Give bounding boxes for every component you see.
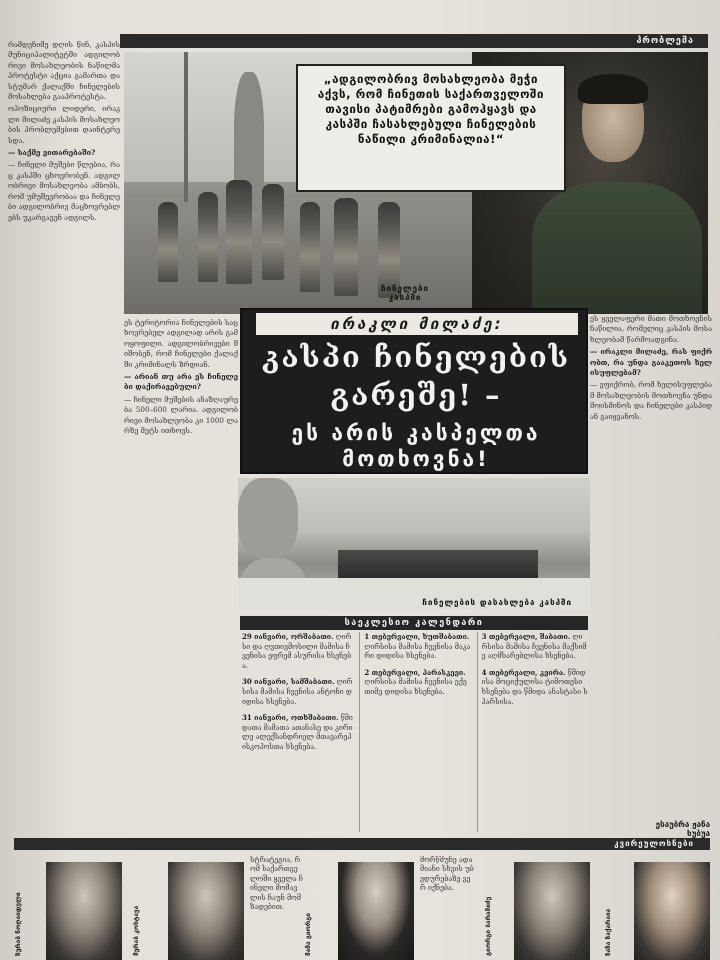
headline-subtitle: ეს არის კასპელთა მოთხოვნა!: [291, 421, 541, 471]
quote-name: ზაზა ზაქარაია: [604, 908, 612, 956]
calendar-header: საეკლესიო კალენდარი: [240, 616, 588, 630]
photo-person: [300, 202, 320, 292]
middle-paragraph: — ჩინელი მუშების ანაზღაურება 500–600 ლარია. ადგილობრივი მოსახლეობა კი 1000 ლარზე მეტს ითხოვს.: [124, 394, 238, 436]
calendar-text: ღირსისა მამისა ჩვენისა ექვთიმე დიდისა ხსენება.: [364, 678, 467, 696]
quote-portrait: [514, 862, 590, 960]
quote-portrait: [338, 862, 414, 960]
headline-author: ირაკლი მილაძე:: [256, 313, 578, 335]
left-question: — საქმე ვითარებაში?: [8, 148, 96, 158]
calendar-date: 2 თებერვალი, პარასკევი.: [364, 667, 466, 677]
photo-tree: [238, 478, 298, 558]
right-article-column: [590, 314, 712, 834]
left-article-column: [8, 40, 120, 820]
headline-line-2: გარეშე! –: [330, 378, 502, 412]
quote-text: მორწმუნე ადამიანი სხვის უბედურებაზე ვერ იქნება.: [420, 856, 474, 893]
calendar-text: ღირსისა მამისა ჩვენისა მაქსიმე აღმსარებლისა ხსენება.: [481, 633, 587, 661]
right-paragraph: — ვფიქრობ, რომ ხელისუფლებამ მოსახლეობის მოთხოვნა უნდა მოისმინოს და ჩინელები კასპიდან გაიყვანოს.: [590, 380, 712, 421]
quote-card: [110, 852, 303, 960]
photo-person: [226, 180, 252, 284]
photo-person: [158, 202, 178, 282]
quotes-row: [14, 852, 710, 960]
left-paragraph: რამდენიმე დღის წინ, კასპის მუნიციპალიტეტში ადგილობრივი მოსახლეობის ნაწილმა პროტესტი აქცია გამართა და სტუმარ ქალაქში ჩინელების მოსახლება გააპროტესტა.: [8, 40, 120, 102]
settlement-photo-caption: ჩინელების დასახლება კასპში: [422, 598, 572, 607]
calendar-text: ღირსი და ღვთივმოსილი მამისა ჩვენისა ეფრემ ასურისა ხსენება.: [242, 633, 352, 670]
quote-name: მერაბ კოსტავა: [132, 905, 140, 956]
photo-pole: [184, 52, 188, 202]
calendar-entry: [242, 677, 353, 707]
middle-question: — არიან თუ არა ეს ჩინელები დაქირავებული?: [124, 372, 238, 392]
left-paragraph: — ჩინელი მუშები წლებია, რაც კასპში ცხოვრობენ. ადგილობრივი მოსახლეობა ამბობს, რომ უმუშევრობაა და ჩინელები ადგილობრივ მაცხოვრებლებს უკარგავენ ადგილს.: [8, 160, 120, 222]
bottom-section-label: კვირეულოსნები: [614, 839, 694, 848]
calendar-column: [242, 632, 353, 832]
calendar-text: წმიდათა მამათა ათანასე და კირილე ალექსანდრიელ მთავარეპისკოპოსთა ხსენება.: [242, 714, 353, 751]
calendar-entry: [242, 632, 353, 671]
headline-line-1: კასპი ჩინელების: [261, 340, 571, 374]
quote-name: გიორგი ბარამიძე: [484, 896, 492, 956]
section-header-bar: [120, 34, 708, 48]
right-paragraph: ეს ყველაფერი მათი მოთხოვნის ნაწილია, რომელიც კასპის მოსახლეობამ წარმოადგინა.: [590, 314, 712, 344]
calendar-date: 31 იანვარი, ოთხშაბათი.: [242, 713, 339, 723]
photo-person: [198, 192, 218, 282]
middle-article-column: [124, 318, 238, 818]
quote-name: ზურაბ ნოღაიდელი: [14, 892, 22, 956]
calendar-date: 1 თებერვალი, ხუთშაბათი.: [364, 632, 470, 641]
calendar-column: [359, 632, 470, 832]
quote-card: [484, 852, 604, 960]
calendar-grid: [242, 632, 588, 832]
headline-main: [248, 338, 584, 414]
author-signature: ესაუბრა ჟანა ხუბუა: [655, 820, 710, 838]
calendar-text: ღირსისა მამისა ჩვენისა ანტონი დიდისა ხსენება.: [242, 678, 353, 706]
calendar-date: 29 იანვარი, ორშაბათი.: [242, 632, 334, 641]
quote-portrait: [634, 862, 710, 960]
section-label: პრობლემა: [636, 36, 694, 46]
quote-text: სტრატეგია, რომ საქართველოში ყველა ჩინელი მომავლის ჩაუნ მომზადებით.: [250, 856, 303, 912]
left-paragraph: ოპოზიციური ლიდერი, ირაკლი მილაძე კასპის მოსახლეობის პრობლემებით დაინტერესდა.: [8, 104, 120, 145]
quote-name: მამა გიორგი: [304, 913, 312, 956]
quote-card: [304, 852, 474, 960]
calendar-text: წმიდისა მოციქულისა ტიმოთესი ხსენება და წმიდა ანასტასი სპარსისა.: [481, 668, 588, 706]
headline-block: [240, 308, 588, 474]
quote-portrait: [168, 862, 244, 960]
portrait-body: [532, 182, 702, 314]
portrait-hair: [578, 74, 648, 104]
calendar-entry: [482, 668, 588, 707]
pull-quote: „ადგილობრივ მოსახლეობა მეჭი აქვს, რომ ჩინეთის საქართველოში თავისი პატიმრები გამოჰყავს და კასპში ჩასახლებული ჩინელების ნაწილი კრიმინალია!“: [296, 64, 566, 192]
calendar-entry: [364, 632, 470, 662]
bottom-section-bar: [14, 838, 710, 850]
quote-card: [604, 852, 710, 960]
right-question: — ირაკლი მილაძე, რას ფიქრობთ, რა უნდა გააკეთოს ხელისუფლებამ?: [590, 347, 712, 378]
calendar-date: 4 თებერვალი, კვირა.: [481, 667, 566, 677]
calendar-entry: [364, 668, 470, 698]
settlement-photo: [238, 478, 590, 610]
calendar-date: 3 თებერვალი, შაბათი.: [481, 632, 571, 641]
middle-paragraph: ეს ტერიტორია ჩინელების საცხოვრებელ ადგილად არის გამოყოფილი. ადგილობრივები შიშობენ, რომ ჩინელები ქალაქში კრიმინალს ზრდიან.: [124, 318, 238, 369]
calendar-date: 30 იანვარი, სამშაბათი.: [242, 677, 335, 687]
calendar-column: [477, 632, 588, 832]
calendar-entry: [242, 713, 353, 752]
photo-person: [262, 184, 284, 280]
calendar-text: ღირსისა მამისა ჩვენისა მაკარი დიდისა ხსენება.: [364, 642, 471, 661]
photo-person: [334, 198, 358, 296]
photo-wall: [338, 550, 538, 578]
main-photo-caption: ჩინელები კასპში: [380, 284, 430, 302]
calendar-entry: [482, 632, 588, 662]
